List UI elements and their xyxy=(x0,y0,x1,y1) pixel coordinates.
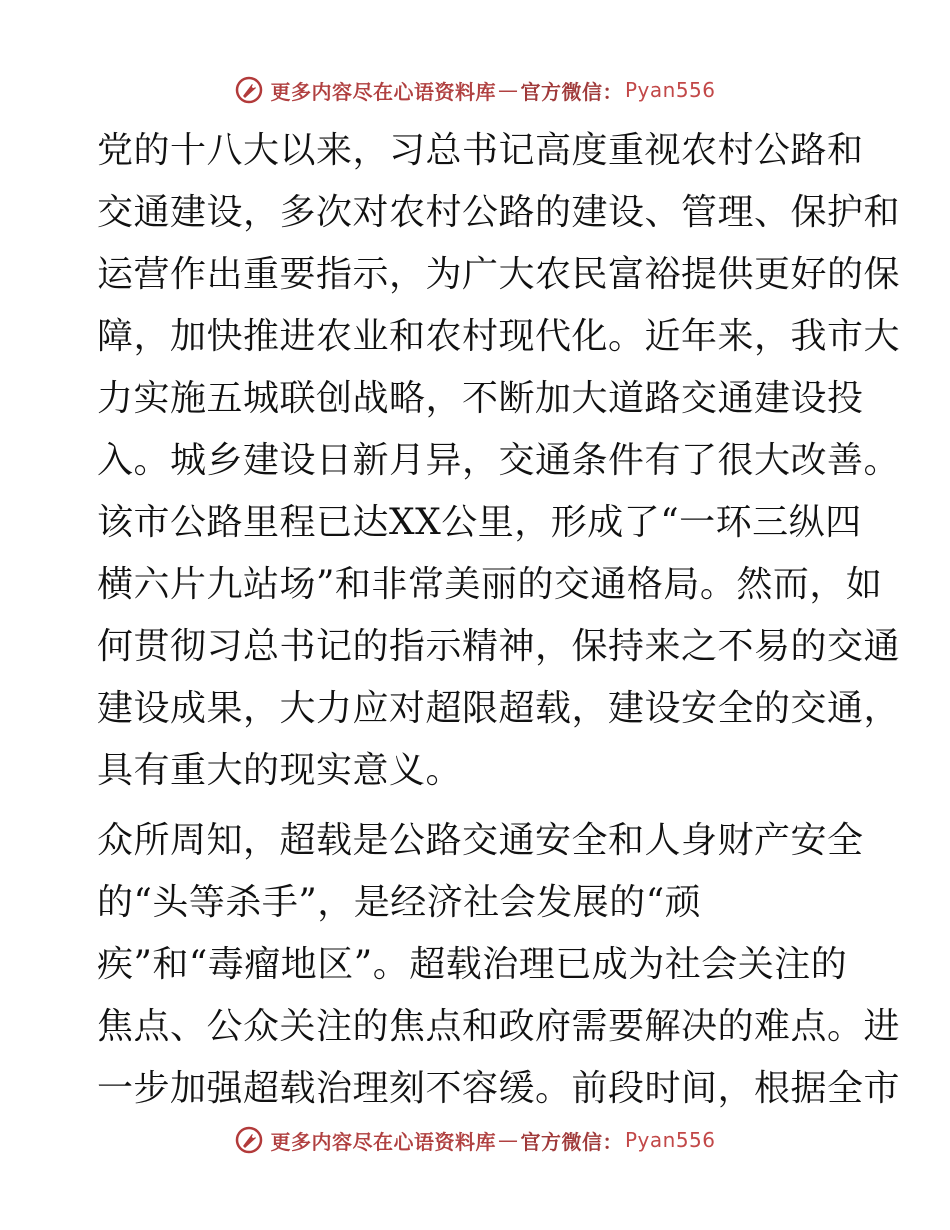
watermark-separator: — xyxy=(497,1128,519,1152)
text-line: 具有重大的现实意义。 xyxy=(97,750,463,791)
text-line: 运营作出重要指示，为广大农民富裕提供更好的保 xyxy=(97,254,901,295)
pen-nib-logo-icon xyxy=(234,1125,264,1155)
text-line: 焦点、公众关注的焦点和政府需要解决的难点。进 xyxy=(97,1006,901,1047)
text-line: 横六片九站场”和非常美丽的交通格局。然而，如 xyxy=(97,564,883,605)
text-line: 众所周知，超载是公路交通安全和人身财产安全 xyxy=(97,820,864,861)
text-line: 该市公路里程已达XX公里，形成了“一环三纵四 xyxy=(97,502,862,543)
text-line: 交通建设，多次对农村公路的建设、管理、保护和 xyxy=(97,192,901,233)
document-body xyxy=(97,120,901,1120)
header-watermark xyxy=(0,70,950,110)
watermark-wechat-id: Pyan556 xyxy=(624,78,716,102)
watermark-text: 更多内容尽在心语资料库 xyxy=(270,1129,496,1154)
pen-nib-logo-icon xyxy=(234,75,264,105)
watermark-text: 更多内容尽在心语资料库 xyxy=(270,79,496,104)
paragraph-spacer xyxy=(97,802,857,810)
watermark-label: 官方微信： xyxy=(520,79,623,104)
paragraph-2 xyxy=(97,810,901,1120)
watermark-wechat-id: Pyan556 xyxy=(624,1128,716,1152)
paragraph-1 xyxy=(97,120,901,802)
text-line: 党的十八大以来，习总书记高度重视农村公路和 xyxy=(97,130,864,171)
watermark-label: 官方微信： xyxy=(520,1129,623,1154)
footer-watermark xyxy=(0,1120,950,1160)
watermark-separator: — xyxy=(497,78,519,102)
text-line: 的“头等杀手”，是经济社会发展的“顽 xyxy=(97,882,702,923)
text-line: 疾”和“毒瘤地区”。超载治理已成为社会关注的 xyxy=(97,944,848,985)
text-line: 障，加快推进农业和农村现代化。近年来，我市大 xyxy=(97,316,901,357)
text-line: 入。城乡建设日新月异，交通条件有了很大改善。 xyxy=(97,440,901,481)
text-line: 一步加强超载治理刻不容缓。前段时间，根据全市 xyxy=(97,1068,901,1109)
text-line: 力实施五城联创战略，不断加大道路交通建设投 xyxy=(97,378,864,419)
text-line: 建设成果，大力应对超限超载，建设安全的交通， xyxy=(97,688,901,729)
text-line: 何贯彻习总书记的指示精神，保持来之不易的交通 xyxy=(97,626,901,667)
